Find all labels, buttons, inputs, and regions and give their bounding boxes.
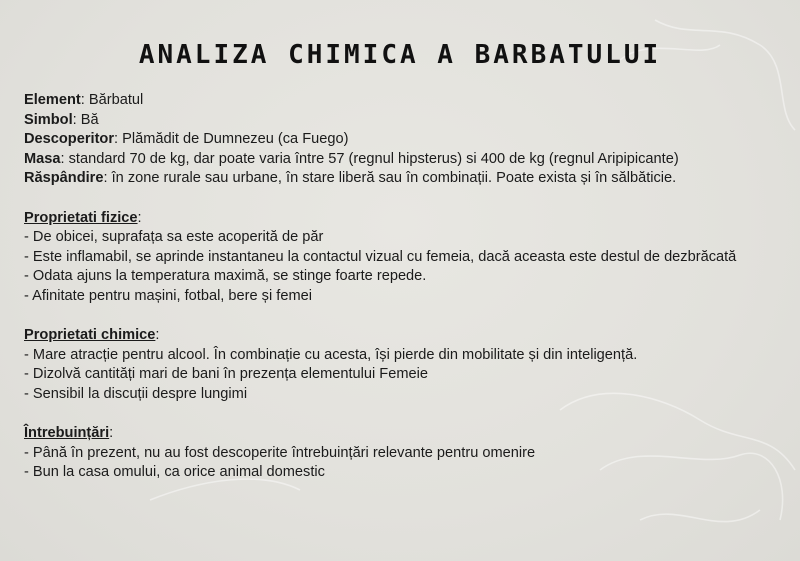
field-label: Element [24, 92, 81, 108]
field-value: : în zone rurale sau urbane, în stare liberă sau în combinații. Poate exista și în sălbăticie. [103, 170, 677, 187]
list-item: - Sensibil la discuții despre lungimi [24, 385, 248, 402]
list-item: - Mare atracție pentru alcool. În combinație cu acesta, își pierde din mobilitate și din inteligență. [24, 346, 638, 363]
section-chemical-properties [24, 326, 784, 404]
field-symbol [24, 111, 784, 131]
section-heading-colon: : [109, 425, 114, 442]
decorative-squiggle-lower-3 [640, 510, 760, 522]
section-heading-label: Proprietati fizice [24, 209, 138, 226]
list-item: - Odata ajuns la temperatura maximă, se stinge foarte repede. [24, 268, 427, 285]
page-title: ANALIZA CHIMICA A BARBATULUI [138, 40, 662, 70]
field-label: Simbol [24, 111, 73, 128]
section-heading-colon: : [155, 327, 160, 344]
list-item: - Până în prezent, nu au fost descoperite întrebuințări relevante pentru omenire [24, 444, 536, 461]
list-item: - Dizolvă cantități mari de bani în prezența elementului Femeie [24, 366, 428, 383]
list-item: - Este inflamabil, se aprinde instantaneu la contactul vizual cu femeia, dacă aceasta este destul de dezbrăcată [24, 248, 737, 265]
section-uses [24, 424, 784, 483]
list-item: - Bun la casa omului, ca orice animal domestic [24, 464, 325, 481]
field-label: Descoperitor [24, 131, 115, 148]
list-item: - Afinitate pentru mașini, fotbal, bere și femei [24, 287, 312, 304]
uses-list [24, 444, 784, 483]
field-element [24, 91, 784, 111]
property-list [24, 228, 784, 306]
property-list [24, 346, 784, 405]
section-heading-label: Proprietati chimice [24, 327, 156, 344]
section-heading-label: Întrebuințări [24, 425, 110, 442]
section-heading-colon: : [137, 209, 142, 226]
section-heading [24, 209, 784, 229]
document-body [24, 91, 784, 483]
field-distribution [24, 169, 784, 189]
field-label: Răspândire [24, 170, 104, 187]
section-heading [24, 424, 784, 444]
field-value: : Plămădit de Dumnezeu (ca Fuego) [114, 131, 349, 148]
field-label: Masa [24, 150, 61, 167]
field-value: : Bărbatul [80, 92, 144, 108]
field-value: : Bă [72, 111, 99, 128]
field-discoverer [24, 130, 784, 150]
field-mass [24, 150, 784, 170]
section-physical-properties [24, 209, 784, 307]
element-fields [24, 91, 784, 189]
field-value: : standard 70 de kg, dar poate varia între 57 (regnul hipsterus) si 400 de kg (regnul Aripipicante) [60, 150, 679, 167]
list-item: - De obicei, suprafața sa este acoperită de păr [24, 229, 324, 246]
section-heading [24, 326, 784, 346]
